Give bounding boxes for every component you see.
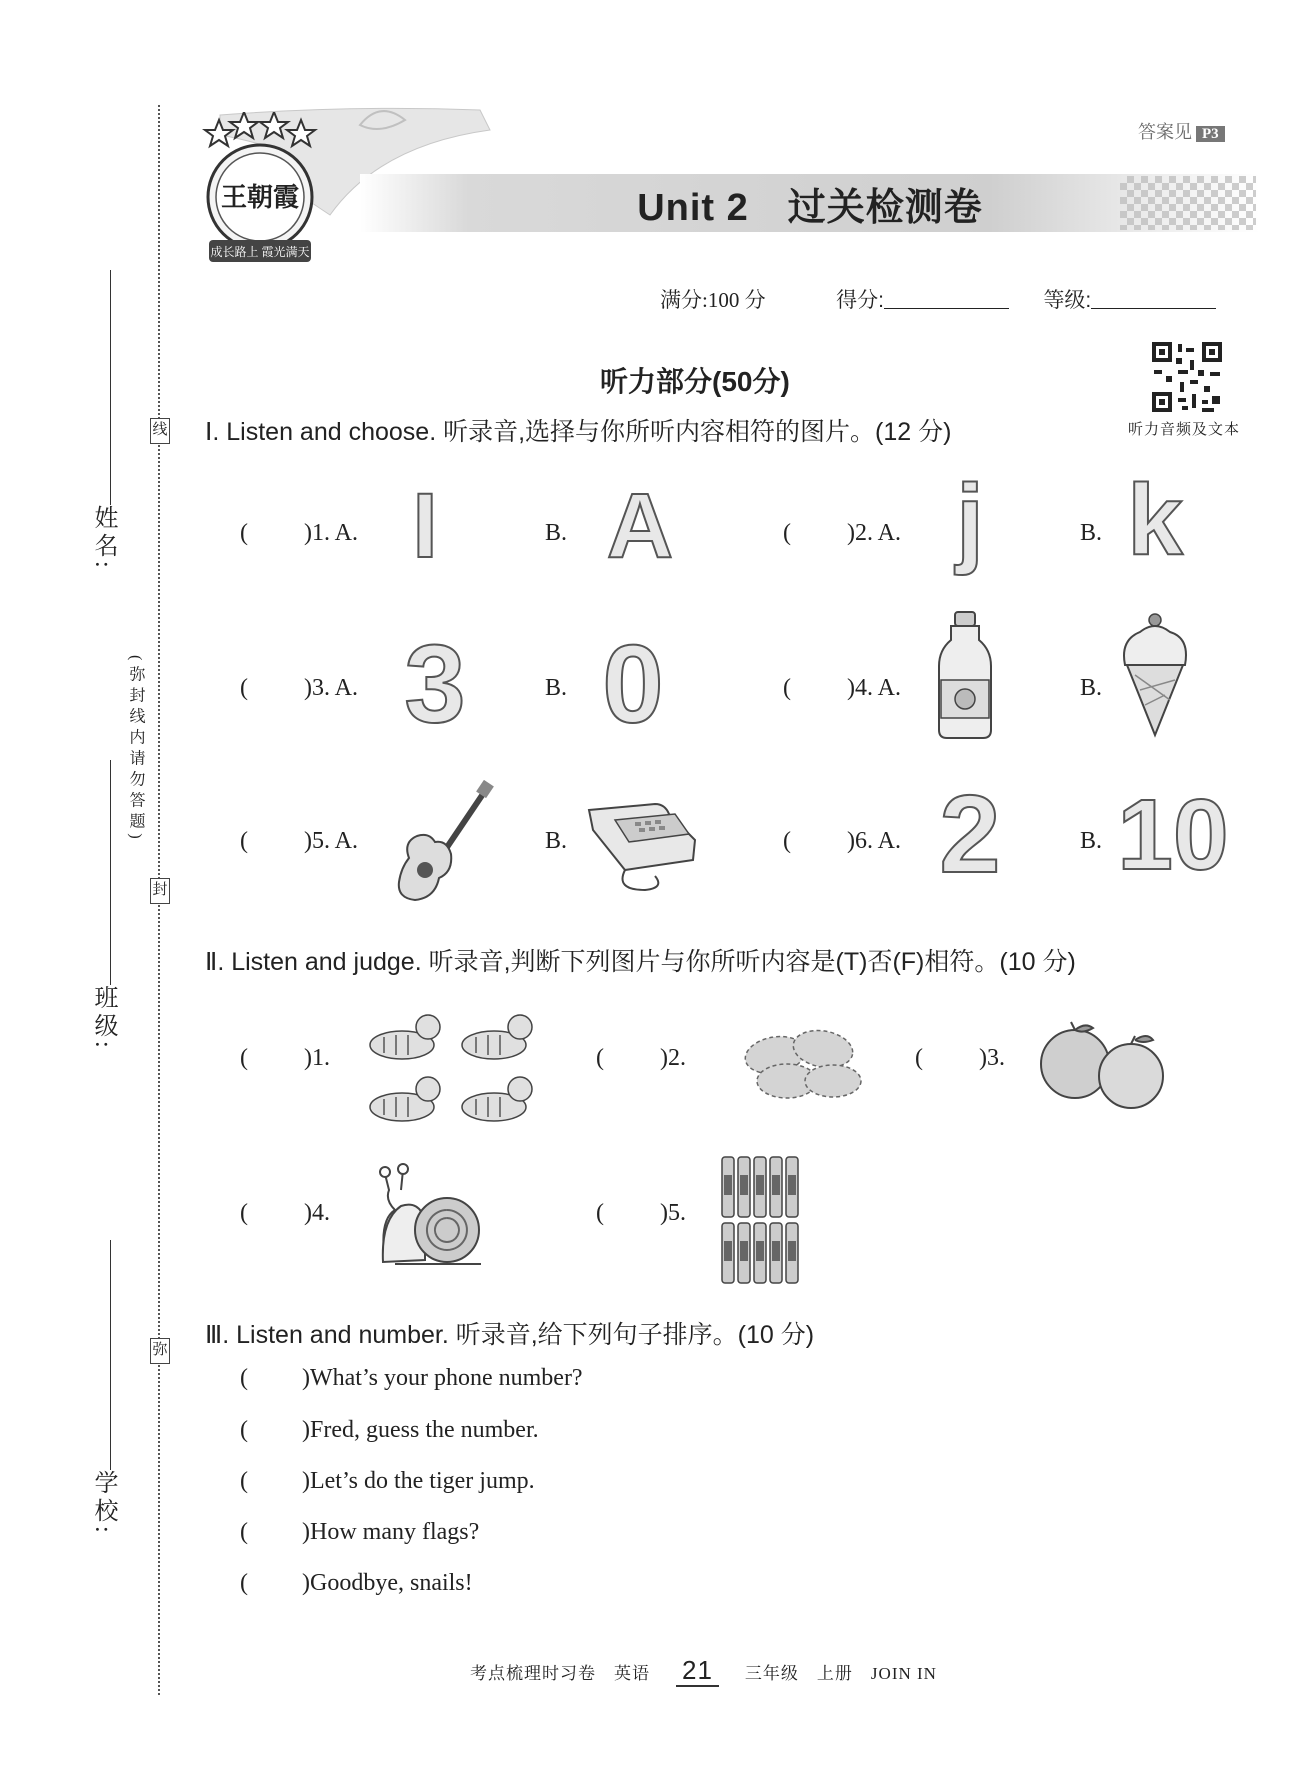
part2-q1 bbox=[240, 1045, 330, 1072]
page-number: 21 bbox=[676, 1655, 719, 1687]
logo-text: 王朝霞 bbox=[220, 183, 299, 213]
option-letter-I[interactable]: I bbox=[412, 475, 438, 577]
q3-number: )3. A. bbox=[304, 675, 358, 701]
publisher-logo bbox=[195, 112, 325, 277]
answer-paren[interactable]: ( bbox=[596, 1045, 604, 1071]
option-b-label: B. bbox=[1080, 828, 1103, 854]
part3-heading-text: . Listen and number. 听录音,给下列句子排序。(10 分) bbox=[222, 1321, 815, 1349]
school-blank-line[interactable] bbox=[110, 1240, 111, 1470]
part1-roman: Ⅰ bbox=[205, 419, 213, 446]
part1-heading-text: . Listen and choose. 听录音,选择与你所听内容相符的图片。(12 分) bbox=[212, 418, 952, 446]
qr-code-icon[interactable] bbox=[1150, 340, 1224, 414]
p2-q5-number: )5. bbox=[660, 1200, 686, 1226]
q2-number: )2. A. bbox=[847, 520, 901, 546]
option-letter-k[interactable]: k bbox=[1127, 464, 1183, 576]
part2-q2 bbox=[596, 1045, 686, 1072]
ten-crayons-picture[interactable] bbox=[720, 1155, 800, 1285]
qr-caption: 听力音频及文本 bbox=[1128, 422, 1241, 438]
answer-paren[interactable]: ( bbox=[915, 1045, 923, 1071]
part3-sentence bbox=[240, 1468, 535, 1495]
option-b-label: B. bbox=[545, 828, 568, 854]
option-number-10[interactable]: 10 bbox=[1117, 779, 1229, 891]
section-title: 听力部分(50分) bbox=[600, 366, 790, 397]
part1-q3 bbox=[240, 675, 358, 702]
answer-paren[interactable]: ( bbox=[240, 1519, 248, 1545]
grade-label: 等级: bbox=[1043, 289, 1092, 312]
answer-paren[interactable]: ( bbox=[783, 675, 791, 701]
answer-ref-page: P3 bbox=[1196, 126, 1225, 142]
part1-heading bbox=[205, 412, 951, 448]
q5-number: )5. A. bbox=[304, 828, 358, 854]
part1-q4 bbox=[783, 675, 901, 702]
sentence-text: )Let’s do the tiger jump. bbox=[302, 1468, 535, 1494]
seal-mark-mi: 弥 bbox=[150, 1338, 170, 1364]
part3-sentence bbox=[240, 1519, 479, 1546]
part2-heading-text: . Listen and judge. 听录音,判断下列图片与你所听内容是(T)否(F)相符。(10 分) bbox=[217, 948, 1076, 976]
part2-q4 bbox=[240, 1200, 330, 1227]
part2-heading bbox=[205, 942, 1076, 978]
answer-paren[interactable]: ( bbox=[240, 520, 248, 546]
q6-number: )6. A. bbox=[847, 828, 901, 854]
ice-cream-icon[interactable] bbox=[1115, 610, 1195, 740]
answer-paren[interactable]: ( bbox=[240, 1468, 248, 1494]
p2-q4-number: )4. bbox=[304, 1200, 330, 1226]
guitar-icon[interactable] bbox=[395, 780, 495, 905]
score-row bbox=[660, 284, 1216, 314]
seal-mark-line: 线 bbox=[150, 418, 170, 444]
sentence-text: )How many flags? bbox=[302, 1519, 480, 1545]
q4-number: )4. A. bbox=[847, 675, 901, 701]
option-b-label: B. bbox=[1080, 520, 1103, 546]
option-b-label: B. bbox=[545, 520, 568, 546]
answer-paren[interactable]: ( bbox=[596, 1200, 604, 1226]
option-letter-j[interactable]: j bbox=[956, 464, 984, 576]
part1-q5 bbox=[240, 828, 358, 855]
juice-bottle-icon[interactable] bbox=[935, 610, 995, 740]
answer-paren[interactable]: ( bbox=[240, 1045, 248, 1071]
school-label: 学校: bbox=[90, 1470, 116, 1537]
footer-left: 考点梳理时习卷 英语 bbox=[470, 1664, 650, 1683]
score-blank[interactable] bbox=[884, 288, 1009, 309]
answer-paren[interactable]: ( bbox=[240, 1570, 248, 1596]
name-blank-line[interactable] bbox=[110, 270, 111, 505]
p2-q2-number: )2. bbox=[660, 1045, 686, 1071]
part3-sentence bbox=[240, 1417, 539, 1444]
name-label: 姓名: bbox=[90, 505, 116, 572]
p2-q1-number: )1. bbox=[304, 1045, 330, 1071]
sentence-text: )What’s your phone number? bbox=[302, 1365, 583, 1391]
part3-sentence bbox=[240, 1365, 583, 1392]
option-letter-A[interactable]: A bbox=[606, 475, 674, 577]
logo-slogan: 成长路上 霞光满天 bbox=[210, 245, 310, 259]
score-label: 得分: bbox=[836, 289, 884, 312]
answer-ref-label: 答案见 bbox=[1138, 122, 1192, 142]
option-b-label: B. bbox=[545, 675, 568, 701]
page-title: Unit 2 过关检测卷 bbox=[637, 187, 983, 229]
part3-heading bbox=[205, 1315, 814, 1351]
four-tigers-picture[interactable] bbox=[360, 1005, 550, 1130]
apples-picture[interactable] bbox=[1035, 1020, 1170, 1115]
sentence-text: )Goodbye, snails! bbox=[302, 1570, 473, 1596]
part1-q2 bbox=[783, 520, 901, 547]
footer-right: 三年级 上册 JOIN IN bbox=[744, 1664, 937, 1683]
page-footer bbox=[470, 1655, 937, 1686]
grade-blank[interactable] bbox=[1091, 288, 1216, 309]
seal-mark-seal: 封 bbox=[150, 878, 170, 904]
class-label: 班级: bbox=[90, 985, 116, 1052]
part1-q6 bbox=[783, 828, 901, 855]
answer-reference bbox=[1138, 118, 1225, 144]
snail-picture[interactable] bbox=[375, 1160, 485, 1270]
answer-paren[interactable]: ( bbox=[240, 1417, 248, 1443]
full-score-label: 满分:100 分 bbox=[660, 288, 766, 312]
part2-q5 bbox=[596, 1200, 686, 1227]
answer-paren[interactable]: ( bbox=[240, 1200, 248, 1226]
answer-paren[interactable]: ( bbox=[783, 520, 791, 546]
class-blank-line[interactable] bbox=[110, 760, 111, 985]
option-number-0[interactable]: 0 bbox=[602, 623, 664, 746]
mangoes-picture[interactable] bbox=[735, 1025, 865, 1105]
option-b-label: B. bbox=[1080, 675, 1103, 701]
part1-q1 bbox=[240, 520, 358, 547]
answer-paren[interactable]: ( bbox=[240, 1365, 248, 1391]
q1-number: )1. A. bbox=[304, 520, 358, 546]
answer-paren[interactable]: ( bbox=[240, 828, 248, 854]
part2-q3 bbox=[915, 1045, 1005, 1072]
option-number-3[interactable]: 3 bbox=[404, 623, 466, 746]
part3-sentence bbox=[240, 1570, 473, 1597]
part3-roman: Ⅲ bbox=[205, 1322, 223, 1349]
seal-note: (弥封线内请勿答题) bbox=[127, 655, 144, 844]
telephone-icon[interactable] bbox=[585, 800, 705, 895]
p2-q3-number: )3. bbox=[979, 1045, 1005, 1071]
option-number-2[interactable]: 2 bbox=[939, 773, 1001, 896]
part2-roman: Ⅱ bbox=[205, 949, 218, 976]
answer-paren[interactable]: ( bbox=[783, 828, 791, 854]
sentence-text: )Fred, guess the number. bbox=[302, 1417, 539, 1443]
answer-paren[interactable]: ( bbox=[240, 675, 248, 701]
